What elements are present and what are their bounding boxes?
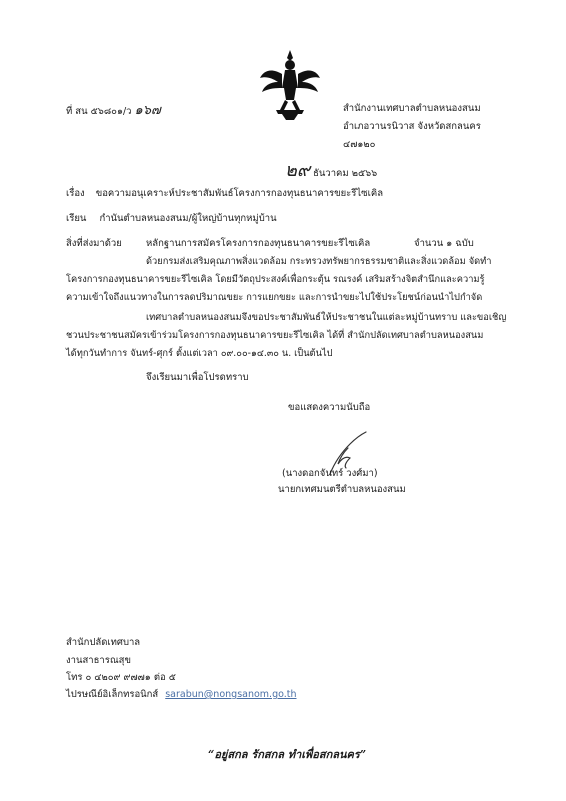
regards-text: ขอแสดงความนับถือ xyxy=(288,402,371,413)
paragraph-2-line: ได้ทุกวันทำการ จันทร์-ศุกร์ ตั้งแต่เวลา ๐๙.๐๐-๑๔.๓๐ น. เป็นต้นไป xyxy=(66,348,333,359)
office-address: อำเภอวานรนิวาส จังหวัดสกลนคร xyxy=(343,121,481,132)
paragraph-1-line: โครงการกองทุนธนาคารขยะรีไซเคิล โดยมีวัตถุประสงค์เพื่อกระตุ้น รณรงค์ เสริมสร้างจิตสำนึกและความรู้ xyxy=(66,274,485,285)
recipient-text: กำนันตำบลหนองสนม/ผู้ใหญ่บ้านทุกหมู่บ้าน xyxy=(99,213,277,224)
date-day-handwritten: ๒๙ xyxy=(285,160,311,181)
document-number xyxy=(66,103,161,119)
date-month-year: ธันวาคม ๒๕๖๖ xyxy=(313,168,378,179)
document-date xyxy=(285,160,377,183)
footer-email-line xyxy=(66,689,297,701)
email-label: ไปรษณีย์อิเล็กทรอนิกส์ xyxy=(66,689,159,700)
paragraph-1-line: ความเข้าใจถึงแนวทางในการลดปริมาณขยะ การแยกขยะ และการนำขยะไปใช้ประโยชน์ก่อนนำไปกำจัด xyxy=(66,292,483,303)
subject-text: ขอความอนุเคราะห์ประชาสัมพันธ์โครงการกองทุนธนาคารขยะรีไซเคิล xyxy=(95,188,384,199)
footer-phone: โทร ๐ ๔๒๐๙ ๙๗๗๑ ต่อ ๕ xyxy=(66,672,176,683)
document-number-handwritten: ๑๖๗ xyxy=(134,103,161,118)
paragraph-2-line: เทศบาลตำบลหนองสนมจึงขอประชาสัมพันธ์ให้ประชาชนในแต่ละหมู่บ้านทราบ และขอเชิญ xyxy=(146,312,507,323)
enclosure-label: สิ่งที่ส่งมาด้วย xyxy=(66,238,122,249)
paragraph-2-line: ชวนประชาชนสมัครเข้าร่วมโครงการกองทุนธนาคารขยะรีไซเคิล ได้ที่ สำนักปลัดเทศบาลตำบลหนองสนม xyxy=(66,330,484,341)
motto: “อยู่สกล รักสกล ทำเพื่อสกลนคร” xyxy=(208,748,367,761)
email-link[interactable]: sarabun@nongsanom.go.th xyxy=(165,689,297,700)
office-postcode: ๔๗๑๒๐ xyxy=(343,139,376,150)
recipient-label: เรียน xyxy=(66,213,87,224)
recipient-line xyxy=(66,213,277,225)
office-name: สำนักงานเทศบาลตำบลหนองสนม xyxy=(343,103,481,114)
footer-department: สำนักปลัดเทศบาล xyxy=(66,637,141,648)
paragraph-1-line: ด้วยกรมส่งเสริมคุณภาพสิ่งแวดล้อม กระทรวงทรัพยากรธรรมชาติและสิ่งแวดล้อม จัดทำ xyxy=(146,256,492,267)
document-number-printed: ที่ สน ๕๖๘๐๑/ว xyxy=(66,106,132,117)
signer-name: (นางดอกจันทร์ วงศ์มา) xyxy=(282,468,378,479)
subject-line xyxy=(66,188,383,200)
footer-section: งานสาธารณสุข xyxy=(66,655,131,666)
enclosure-quantity: จำนวน ๑ ฉบับ xyxy=(414,238,474,249)
signer-position: นายกเทศมนตรีตำบลหนองสนม xyxy=(278,484,406,495)
enclosure-item: หลักฐานการสมัครโครงการกองทุนธนาคารขยะรีไซเคิล xyxy=(146,238,371,249)
garuda-emblem xyxy=(258,48,322,122)
closing-line: จึงเรียนมาเพื่อโปรดทราบ xyxy=(146,372,249,383)
subject-label: เรื่อง xyxy=(66,188,85,199)
